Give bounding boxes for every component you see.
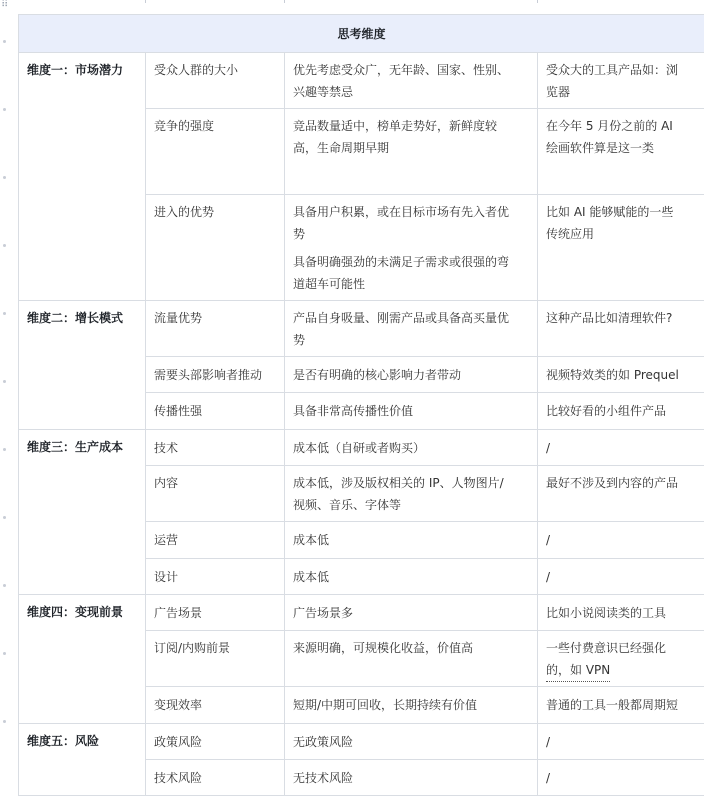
gutter-dot bbox=[3, 380, 6, 383]
example-cell[interactable]: 视频特效类的如 Prequel bbox=[538, 357, 704, 393]
gutter-dot bbox=[3, 720, 6, 723]
gutter-dot bbox=[3, 448, 6, 451]
dimension-cell[interactable] bbox=[19, 595, 146, 724]
criteria-cell[interactable]: 无政策风险 bbox=[285, 724, 538, 760]
gutter-dot bbox=[3, 176, 6, 179]
table-header: 思考维度 bbox=[19, 15, 704, 53]
table-row bbox=[19, 53, 704, 109]
criteria-cell[interactable]: 竞品数量适中，榜单走势好，新鲜度较 高，生命周期早期 bbox=[285, 109, 538, 195]
factor-cell[interactable]: 受众人群的大小 bbox=[146, 53, 285, 109]
factor-cell[interactable]: 技术风险 bbox=[146, 760, 285, 796]
criteria-cell[interactable]: 短期/中期可回收，长期持续有价值 bbox=[285, 687, 538, 724]
factor-cell[interactable]: 技术 bbox=[146, 430, 285, 466]
gutter-dot bbox=[3, 516, 6, 519]
table-row bbox=[19, 430, 704, 466]
dimension-cell[interactable] bbox=[19, 430, 146, 595]
factor-cell[interactable]: 需要头部影响者推动 bbox=[146, 357, 285, 393]
dimension-cell[interactable] bbox=[19, 301, 146, 430]
table-row bbox=[19, 724, 704, 760]
criteria-cell[interactable]: 无技术风险 bbox=[285, 760, 538, 796]
dimension-label: 维度三：生产成本 bbox=[27, 440, 124, 454]
thinking-dimensions-table bbox=[18, 14, 704, 796]
example-cell[interactable]: / bbox=[538, 522, 704, 559]
example-cell[interactable]: 这种产品比如清理软件? bbox=[538, 301, 704, 357]
criteria-cell[interactable]: 来源明确，可规模化收益，价值高 bbox=[285, 631, 538, 687]
example-cell[interactable]: 比较好看的小组件产品 bbox=[538, 393, 704, 430]
dimension-cell[interactable] bbox=[19, 53, 146, 301]
editor-gutter bbox=[0, 0, 14, 802]
criteria-cell[interactable]: 是否有明确的核心影响力者带动 bbox=[285, 357, 538, 393]
factor-cell[interactable]: 广告场景 bbox=[146, 595, 285, 631]
example-cell[interactable]: 在今年 5 月份之前的 AI 绘画软件算是这一类 bbox=[538, 109, 704, 195]
criteria-cell[interactable]: 成本低 bbox=[285, 522, 538, 559]
gutter-dot bbox=[3, 652, 6, 655]
factor-cell[interactable]: 订阅/内购前景 bbox=[146, 631, 285, 687]
gutter-dot bbox=[3, 584, 6, 587]
gutter-dot bbox=[3, 108, 6, 111]
criteria-cell[interactable]: 优先考虑受众广，无年龄、国家、性别、 兴趣等禁忌 bbox=[285, 53, 538, 109]
gutter-dot bbox=[3, 312, 6, 315]
factor-cell[interactable]: 传播性强 bbox=[146, 393, 285, 430]
factor-cell[interactable]: 竞争的强度 bbox=[146, 109, 285, 195]
criteria-cell[interactable]: 产品自身吸量、刚需产品或具备高买量优 势 bbox=[285, 301, 538, 357]
factor-cell[interactable]: 变现效率 bbox=[146, 687, 285, 724]
table-row bbox=[19, 301, 704, 357]
column-resize-ticks bbox=[18, 0, 704, 3]
example-cell[interactable]: 受众大的工具产品如：浏 览器 bbox=[538, 53, 704, 109]
criteria-cell[interactable]: 成本低 bbox=[285, 559, 538, 595]
example-cell[interactable]: 最好不涉及到内容的产品 bbox=[538, 466, 704, 522]
criteria-cell[interactable]: 具备用户积累，或在目标市场有先入者优 势 具备明确强劲的未满足子需求或很强的弯 道超车可能性 bbox=[285, 195, 538, 301]
criteria-cell[interactable]: 成本低（自研或者购买） bbox=[285, 430, 538, 466]
factor-cell[interactable]: 流量优势 bbox=[146, 301, 285, 357]
dimension-label: 维度五：风险 bbox=[27, 734, 100, 748]
dimension-label: 维度四：变现前景 bbox=[27, 605, 124, 619]
example-cell[interactable]: / bbox=[538, 724, 704, 760]
criteria-cell[interactable]: 具备非常高传播性价值 bbox=[285, 393, 538, 430]
dimension-cell[interactable] bbox=[19, 724, 146, 796]
drag-handle-icon[interactable]: ⠿ bbox=[1, 0, 9, 10]
criteria-cell[interactable]: 广告场景多 bbox=[285, 595, 538, 631]
example-cell[interactable]: / bbox=[538, 760, 704, 796]
criteria-cell[interactable]: 成本低，涉及版权相关的 IP、人物图片/ 视频、音乐、字体等 bbox=[285, 466, 538, 522]
example-cell[interactable]: 比如 AI 能够赋能的一些 传统应用 bbox=[538, 195, 704, 301]
vpn-link-text: 的，如 VPN bbox=[546, 659, 610, 682]
factor-cell[interactable]: 设计 bbox=[146, 559, 285, 595]
gutter-dot bbox=[3, 40, 6, 43]
example-cell[interactable]: 比如小说阅读类的工具 bbox=[538, 595, 704, 631]
dimension-label: 维度二：增长模式 bbox=[27, 311, 124, 325]
gutter-dot bbox=[3, 244, 6, 247]
dimension-label: 维度一：市场潜力 bbox=[27, 63, 124, 77]
example-cell[interactable]: / bbox=[538, 430, 704, 466]
example-cell[interactable]: 普通的工具一般都周期短 bbox=[538, 687, 704, 724]
factor-cell[interactable]: 进入的优势 bbox=[146, 195, 285, 301]
factor-cell[interactable]: 政策风险 bbox=[146, 724, 285, 760]
factor-cell[interactable]: 内容 bbox=[146, 466, 285, 522]
example-cell[interactable]: / bbox=[538, 559, 704, 595]
example-cell[interactable]: 一些付费意识已经强化 的，如 VPN bbox=[538, 631, 704, 687]
table-row bbox=[19, 595, 704, 631]
factor-cell[interactable]: 运营 bbox=[146, 522, 285, 559]
